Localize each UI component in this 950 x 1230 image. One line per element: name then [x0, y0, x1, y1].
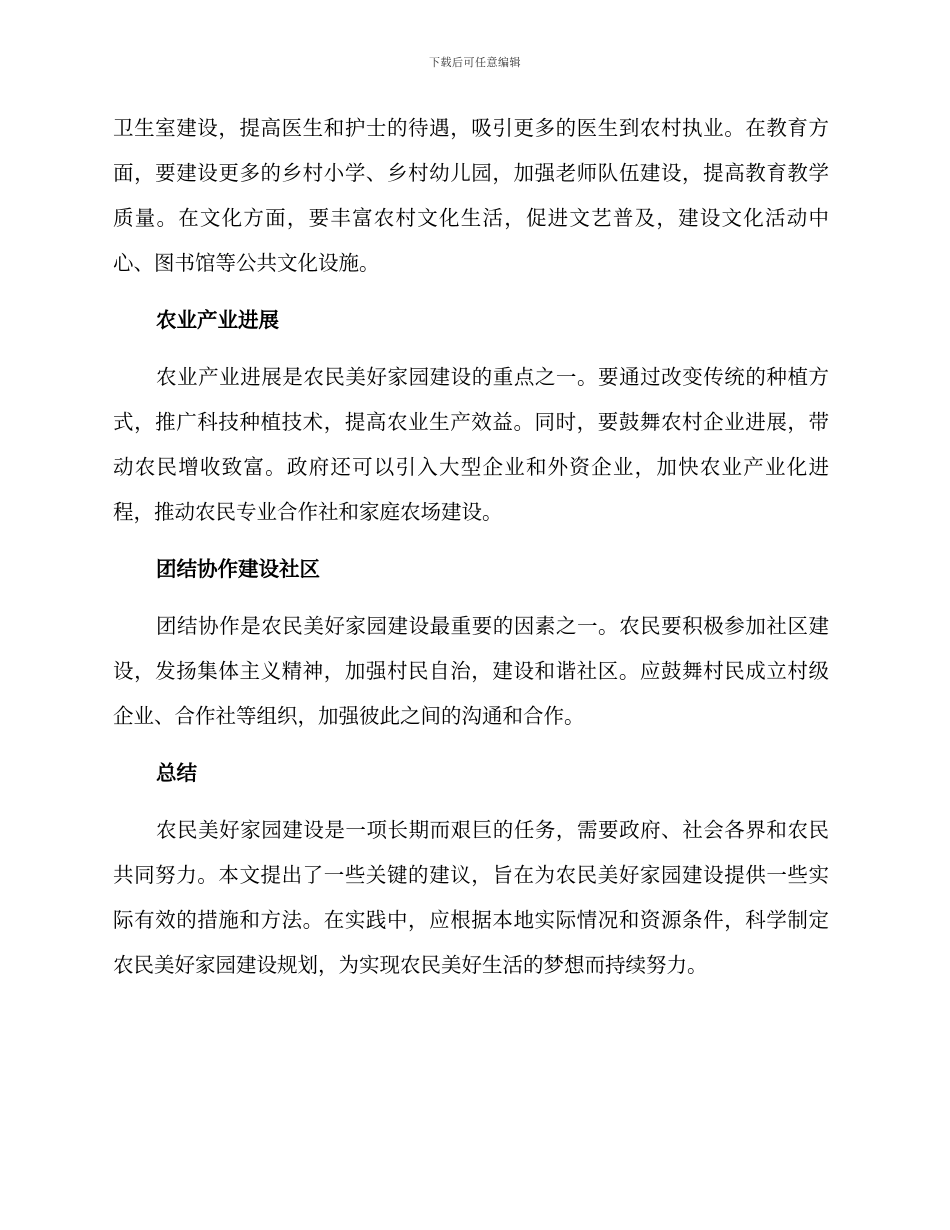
paragraph-continued: 卫生室建设，提高医生和护士的待遇，吸引更多的医生到农村执业。在教育方面，要建设更多的乡村小学、乡村幼儿园，加强老师队伍建设，提高教育教学质量。在文化方面，要丰富农村文化生活，促进文艺普及，建设文化活动中心、图书馆等公共文化设施。: [113, 116, 829, 275]
section-heading-unity: 团结协作建设社区: [156, 557, 320, 581]
paragraph-agriculture: 农业产业进展是农民美好家园建设的重点之一。要通过改变传统的种植方式，推广科技种植技术，提高农业生产效益。同时，要鼓舞农村企业进展，带动农民增收致富。政府还可以引入大型企业和外资企业，加快农业产业化进程，推动农民专业合作社和家庭农场建设。: [113, 365, 829, 524]
paragraph-unity: 团结协作是农民美好家园建设最重要的因素之一。农民要积极参加社区建设，发扬集体主义精神，加强村民自治，建设和谐社区。应鼓舞村民成立村级企业、合作社等组织，加强彼此之间的沟通和合作。: [113, 614, 829, 728]
section-heading-summary: 总结: [156, 761, 197, 785]
document-body: [113, 106, 829, 1000]
paragraph-summary: 农民美好家园建设是一项长期而艰巨的任务，需要政府、社会各界和农民共同努力。本文提出了一些关键的建议，旨在为农民美好家园建设提供一些实际有效的措施和方法。在实践中，应根据本地实际情况和资源条件，科学制定农民美好家园建设规划，为实现农民美好生活的梦想而持续努力。: [113, 818, 829, 977]
page-header: 下载后可任意编辑: [429, 56, 521, 69]
section-heading-agriculture: 农业产业进展: [156, 308, 279, 332]
